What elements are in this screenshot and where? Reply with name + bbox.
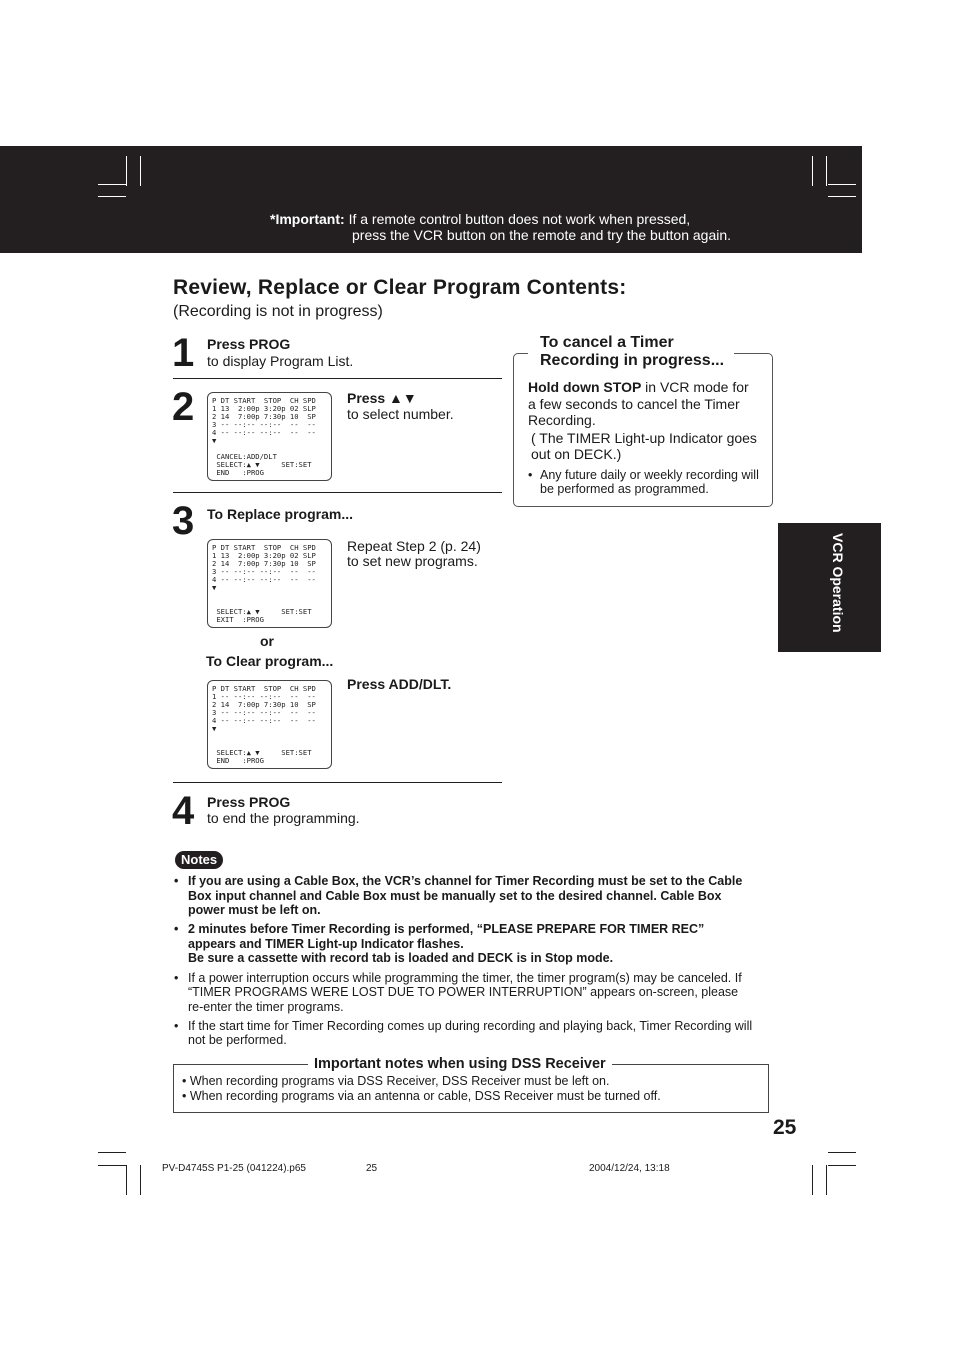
note-item: • If the start time for Timer Recording comes up during recording and playing back, Timer Recording will not be performed.: [173, 1019, 753, 1048]
note-item: • 2 minutes before Timer Recording is performed, “PLEASE PREPARE FOR TIMER REC” appears and TIMER Light-up Indicator flashes.: [173, 922, 753, 951]
step1-instruction: Press PROG: [207, 336, 291, 352]
footer-date: 2004/12/24, 13:18: [589, 1163, 670, 1174]
replace-text-1: Repeat Step 2 (p. 24): [347, 538, 481, 554]
divider: [173, 492, 502, 493]
crop-mark: [140, 156, 141, 186]
crop-mark: [98, 196, 126, 197]
osd-replace: [207, 539, 332, 628]
step-number-4: 4: [172, 789, 195, 833]
page-subtitle: (Recording is not in progress): [173, 303, 383, 320]
step2-instruction: Press ▲▼: [347, 390, 417, 406]
cancel-bold: Hold down STOP: [528, 379, 642, 395]
osd-clear: [207, 680, 332, 769]
step-number-2: 2: [172, 385, 195, 429]
crop-mark: [98, 1165, 126, 1166]
dss-item: • When recording programs via an antenna or cable, DSS Receiver must be turned off.: [182, 1089, 661, 1103]
cancel-timer-body: [528, 379, 760, 497]
notes-list: [173, 874, 753, 1053]
note-item-continuation: Be sure a cassette with record tab is loaded and DECK is in Stop mode.: [188, 951, 614, 966]
osd-replace-text: P DT START STOP CH SPD 1 13 2:00p 3:20p 02 SLP 2 14 7:00p 7:30p 10 SP 3 -- --:-- --:-- -- -- 4 -- --:-- --:-- -- -- ▼ SELECT:▲ ▼ SET:SET EXIT :PROG: [212, 543, 316, 624]
cancel-bullet-text: Any future daily or weekly recording will be performed as programmed.: [540, 467, 759, 496]
osd-program-list: [207, 392, 332, 481]
step1-text: to display Program List.: [207, 353, 354, 369]
footer-file: PV-D4745S P1-25 (041224).p65: [162, 1163, 306, 1174]
step4-text: to end the programming.: [207, 810, 360, 826]
dss-title: Important notes when using DSS Receiver: [308, 1056, 612, 1072]
important-line1: If a remote control button does not work when pressed,: [348, 211, 691, 227]
section-tab: [778, 523, 881, 652]
dss-notes: [182, 1074, 661, 1104]
note-item: • If a power interruption occurs while programming the timer, the timer program(s) may be canceled. If “TIMER PROGRAMS WERE LOST DUE TO POWER INTERRUPTION” appears on-screen, please re-enter the timer programs.: [173, 971, 753, 1015]
crop-mark: [812, 156, 813, 186]
crop-mark: [828, 1152, 856, 1153]
or-label: or: [260, 633, 274, 649]
cancel-title-line1: To cancel a Timer: [540, 334, 674, 351]
important-note: [270, 211, 731, 243]
step4-instruction: Press PROG: [207, 794, 291, 810]
footer-page: 25: [366, 1163, 378, 1174]
note-item: • If you are using a Cable Box, the VCR’s channel for Timer Recording must be set to the Cable Box input channel and Cable Box must be manually set to the desired channel. Cable Box power must be left on.: [173, 874, 753, 918]
step-number-3: 3: [172, 499, 195, 543]
crop-mark: [826, 1165, 827, 1195]
crop-mark: [812, 1165, 813, 1195]
replace-title: To Replace program...: [207, 506, 353, 522]
page-number: 25: [773, 1116, 797, 1139]
crop-mark: [828, 1165, 856, 1166]
crop-mark: [826, 156, 827, 186]
notes-badge: Notes: [175, 851, 223, 869]
step-number-1: 1: [172, 331, 195, 375]
crop-mark: [126, 156, 127, 186]
crop-mark: [140, 1165, 141, 1195]
cancel-paren: ( The TIMER Light-up Indicator goes out on DECK.): [531, 429, 757, 462]
divider: [173, 782, 502, 783]
important-label: *Important:: [270, 211, 345, 227]
crop-mark: [828, 184, 856, 185]
crop-mark: [98, 184, 126, 185]
clear-title: To Clear program...: [206, 653, 334, 669]
section-tab-label: VCR Operation: [830, 533, 846, 633]
cancel-bullet: • Any future daily or weekly recording will be performed as programmed.: [528, 467, 759, 496]
important-line2: press the VCR button on the remote and try the button again.: [352, 227, 732, 243]
crop-mark: [98, 1152, 126, 1153]
replace-text-2: to set new programs.: [347, 553, 478, 569]
osd-clear-text: P DT START STOP CH SPD 1 -- --:-- --:-- -- -- 2 14 7:00p 7:30p 10 SP 3 -- --:-- --:-- -- -- 4 -- --:-- --:-- -- -- ▼ SELECT:▲ ▼ SET:SET END :PROG: [212, 684, 316, 765]
osd-program-list-text: P DT START STOP CH SPD 1 13 2:00p 3:20p 02 SLP 2 14 7:00p 7:30p 10 SP 3 -- --:-- --:-- -- -- 4 -- --:-- --:-- -- -- ▼ CANCEL:ADD/DLT SELECT:▲ ▼ SET:SET END :PROG: [212, 396, 316, 477]
dss-item: • When recording programs via DSS Receiver, DSS Receiver must be left on.: [182, 1074, 610, 1088]
step2-text: to select number.: [347, 406, 454, 422]
crop-mark: [828, 196, 856, 197]
divider: [173, 378, 502, 379]
cancel-text: in VCR mode for a few seconds to cancel the Timer Recording.: [528, 379, 749, 428]
page-title: Review, Replace or Clear Program Contents:: [173, 276, 627, 299]
clear-instruction: Press ADD/DLT.: [347, 676, 452, 692]
crop-mark: [126, 1165, 127, 1195]
cancel-title-line2: Recording in progress...: [540, 352, 725, 369]
cancel-timer-title: [528, 334, 734, 370]
